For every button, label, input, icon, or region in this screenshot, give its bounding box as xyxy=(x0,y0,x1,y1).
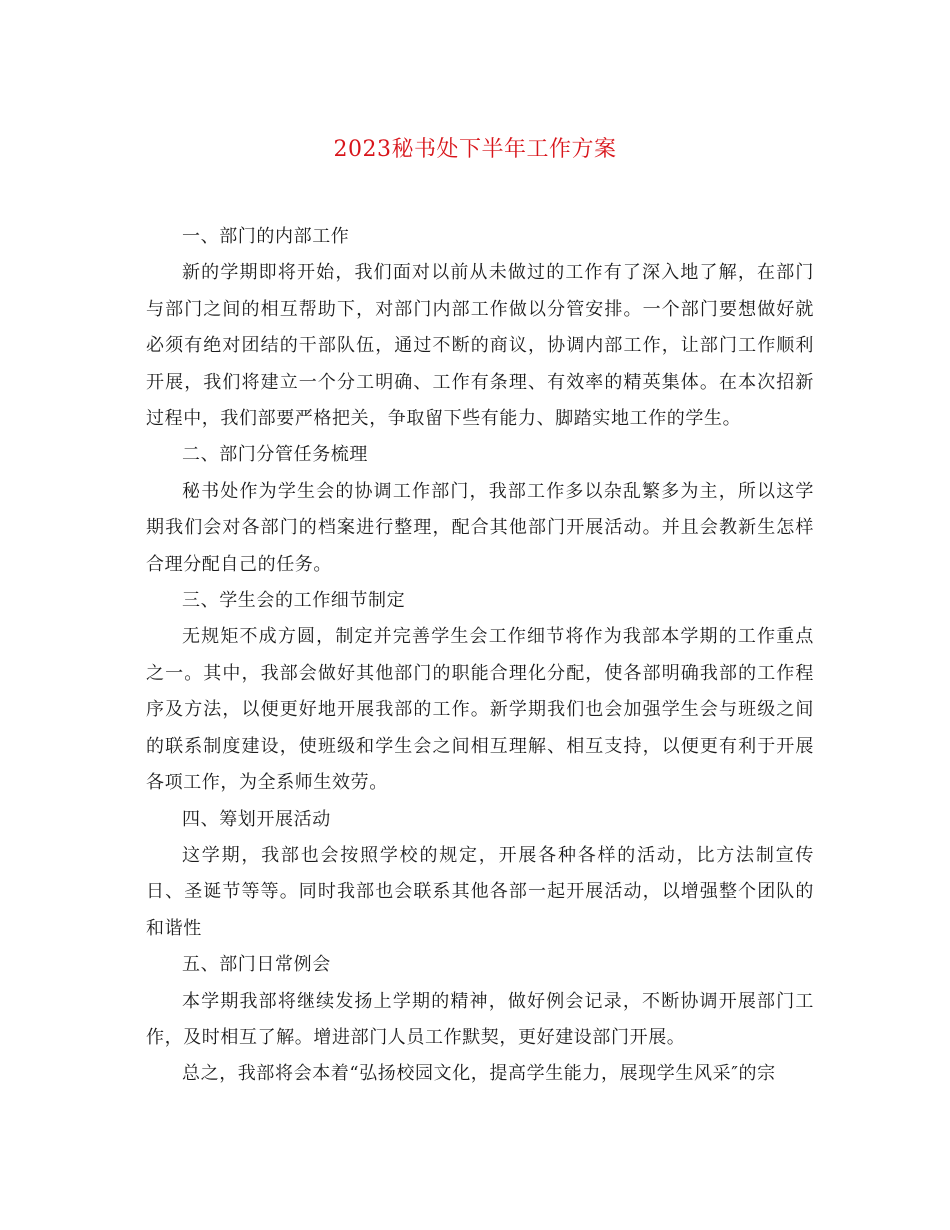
conclusion-paragraph: 总之，我部将会本着“弘扬校园文化，提高学生能力，展现学生风采″的宗 xyxy=(182,1063,776,1085)
document-body xyxy=(146,219,814,1093)
body-paragraph-5: 本学期我部将继续发扬上学期的精神，做好例会记录，不断协调开展部门工作，及时相互了解。增进部门人员工作默契，更好建设部门开展。 xyxy=(146,990,814,1048)
section-heading-1: 一、部门的内部工作 xyxy=(182,226,350,247)
section-heading-5: 五、部门日常例会 xyxy=(182,954,331,976)
body-paragraph-1: 新的学期即将开始，我们面对以前从未做过的工作有了深入地了解，在部门与部门之间的相互帮助下，对部门内部工作做以分管安排。一个部门要想做好就必须有绝对团结的干部队伍，通过不断的商议，协调内部工作，让部门工作顺利开展，我们将建立一个分工明确、工作有条理、有效率的精英集体。在本次招新过程中，我们部要严格把关，争取留下些有能力、脚踏实地工作的学生。 xyxy=(146,262,814,430)
section-heading-3: 三、学生会的工作细节制定 xyxy=(182,590,406,612)
section-heading-4: 四、筹划开展活动 xyxy=(182,808,331,830)
body-paragraph-3: 无规矩不成方圆，制定并完善学生会工作细节将作为我部本学期的工作重点之一。其中，我部会做好其他部门的职能合理化分配，使各部明确我部的工作程序及方法，以便更好地开展我部的工作。新学期我们也会加强学生会与班级之间的联系制度建设，使班级和学生会之间相互理解、相互支持，以便更有利于开展各项工作，为全系师生效劳。 xyxy=(146,626,814,794)
body-paragraph-4: 这学期，我部也会按照学校的规定，开展各种各样的活动，比方法制宣传日、圣诞节等等。同时我部也会联系其他各部一起开展活动，以增强整个团队的和谐性 xyxy=(146,844,814,939)
document-title: 2023秘书处下半年工作方案 xyxy=(333,137,617,162)
body-paragraph-2: 秘书处作为学生会的协调工作部门，我部工作多以杂乱繁多为主，所以这学期我们会对各部门的档案进行整理，配合其他部门开展活动。并且会教新生怎样合理分配自己的任务。 xyxy=(146,480,814,575)
section-heading-2: 二、部门分管任务梳理 xyxy=(182,444,368,466)
